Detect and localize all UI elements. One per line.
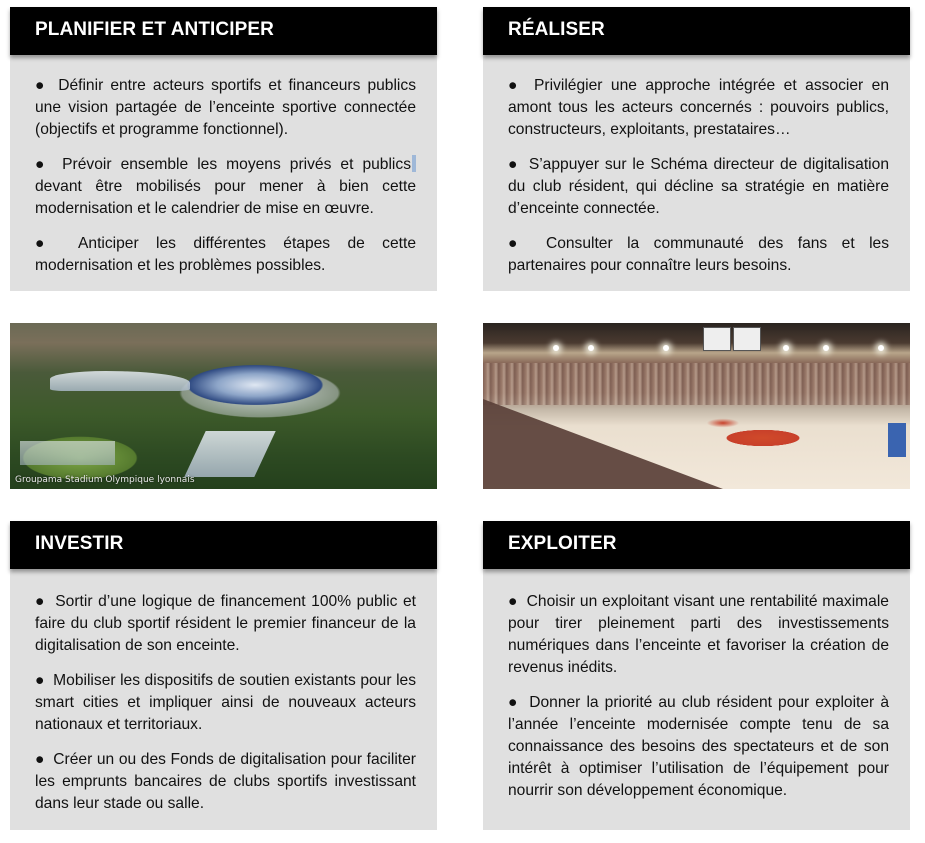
bullet-text: S’appuyer sur le Schéma directeur de digitalisation du club résident, qui décline sa stratégie en matière d’enceinte connectée. xyxy=(508,156,889,217)
bullet-item xyxy=(508,591,889,679)
bullet-icon: ● xyxy=(508,235,528,252)
bullet-item xyxy=(35,749,416,815)
text-cursor xyxy=(412,155,416,172)
bullet-item xyxy=(35,154,416,220)
stadium-photo xyxy=(10,323,437,489)
bullet-text: Anticiper les différentes étapes de cette modernisation et les problèmes possibles. xyxy=(35,235,416,274)
card-investir xyxy=(10,521,437,830)
bullet-item xyxy=(35,233,416,277)
bullet-text: Mobiliser les dispositifs de soutien existants pour les smart cities et impliquer ainsi de nouveaux acteurs nationaux et territoriaux. xyxy=(35,672,416,733)
bullet-icon: ● xyxy=(508,156,519,173)
building-wing xyxy=(184,431,275,477)
training-building xyxy=(20,441,115,465)
arena-scoreboard xyxy=(703,327,731,351)
card-title: RÉALISER xyxy=(483,7,910,55)
bullet-item xyxy=(508,233,889,277)
arena-light xyxy=(878,345,884,351)
bullet-icon: ● xyxy=(35,235,58,252)
card-body xyxy=(483,55,910,291)
arena-light xyxy=(663,345,669,351)
arena-light xyxy=(823,345,829,351)
bullet-icon: ● xyxy=(35,593,46,610)
bullet-text: Créer un ou des Fonds de digitalisation pour faciliter les emprunts bancaires de clubs sportifs investissant dans leur stade ou salle. xyxy=(35,751,416,812)
card-title: EXPLOITER xyxy=(483,521,910,569)
bullet-icon: ● xyxy=(508,694,520,711)
bullet-icon: ● xyxy=(508,77,522,94)
arena-light xyxy=(553,345,559,351)
bullet-icon: ● xyxy=(35,751,45,768)
bullet-icon: ● xyxy=(35,77,48,94)
bullet-item xyxy=(508,75,889,141)
card-title: PLANIFIER ET ANTICIPER xyxy=(10,7,437,55)
bullet-icon: ● xyxy=(35,156,50,173)
card-realiser xyxy=(483,7,910,291)
bullet-text: Sortir d’une logique de financement 100% public et faire du club sportif résident le premier financeur de la digitalisation de son enceinte. xyxy=(35,593,416,654)
bullet-item xyxy=(35,591,416,657)
bullet-text: Consulter la communauté des fans et les partenaires pour connaître leurs besoins. xyxy=(508,235,889,274)
building-wing xyxy=(50,371,190,391)
bullet-text: Choisir un exploitant visant une rentabilité maximale pour tirer pleinement parti des investissements numériques dans l’enceinte et favoriser la création de revenus inédits. xyxy=(508,593,889,676)
arena-light xyxy=(783,345,789,351)
bullet-text: Donner la priorité au club résident pour exploiter à l’année l’enceinte modernisée compte tenu de sa connaissance des besoins des spectateurs et de son intérêt à optimiser l’utilisation de l’équipement pour nourrir son développement économique. xyxy=(508,694,889,799)
bullet-text: Privilégier une approche intégrée et associer en amont tous les acteurs concernés : pouvoirs publics, constructeurs, exploitants, prestataires… xyxy=(508,77,890,138)
card-body xyxy=(10,569,437,830)
arena-crowd-foreground xyxy=(483,399,723,489)
bullet-item xyxy=(35,75,416,141)
bullet-icon: ● xyxy=(508,593,518,610)
card-planifier-et-anticiper xyxy=(10,7,437,291)
photo-caption: Groupama Stadium Olympique lyonnais xyxy=(15,475,195,485)
arena-scoreboard xyxy=(733,327,761,351)
bullet-text: Définir entre acteurs sportifs et financeurs publics une vision partagée de l’enceinte sportive connectée (objectifs et programme fonctionnel). xyxy=(35,77,416,138)
card-exploiter xyxy=(483,521,910,830)
bullet-text: Prévoir ensemble les moyens privés et publics devant être mobilisés pour mener à bien cette modernisation et le calendrier de mise en œuvre. xyxy=(35,156,416,217)
basketball-hoop xyxy=(888,423,906,457)
arena-photo xyxy=(483,323,910,489)
bullet-item xyxy=(35,670,416,736)
card-body xyxy=(10,55,437,291)
card-title: INVESTIR xyxy=(10,521,437,569)
arena-light xyxy=(588,345,594,351)
bullet-icon: ● xyxy=(35,672,45,689)
bullet-item xyxy=(508,154,889,220)
card-body xyxy=(483,569,910,830)
bullet-item xyxy=(508,692,889,802)
